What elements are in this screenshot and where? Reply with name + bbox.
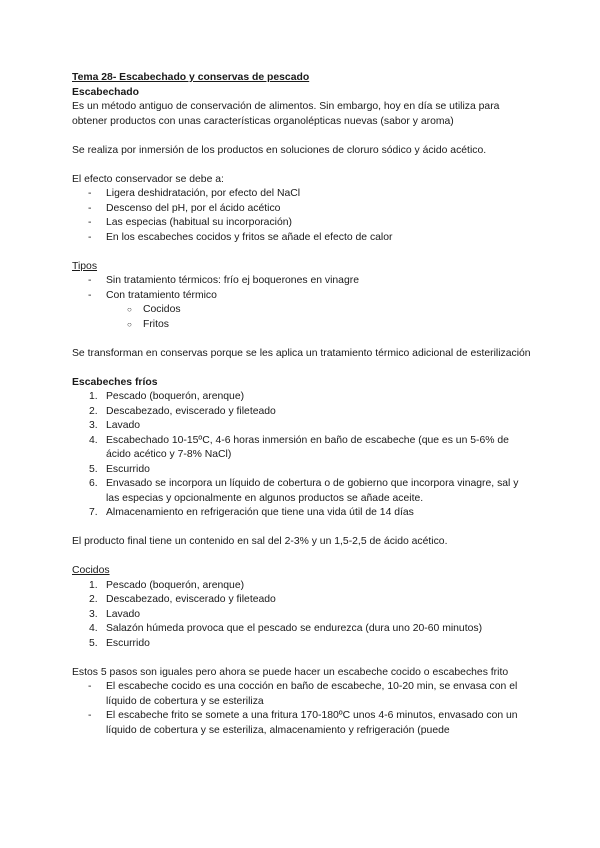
step-item: 2. Descabezado, eviscerado y fileteado — [89, 405, 276, 417]
sublist-item: ○ Fritos — [72, 318, 532, 333]
step-item: 5. Escurrido — [89, 463, 150, 475]
paragraph-conservas: Se transforman en conservas porque se les aplica un tratamiento térmico adicional de esterilización — [72, 347, 531, 359]
sublist-item: ○ Cocidos — [72, 303, 532, 318]
list-item: - El escabeche frito se somete a una fritura 170-180ºC unos 4-6 minutos, envasado con un líquido de cobertura y se esteriliza, almacenamiento y refrigeración (puede — [72, 709, 532, 738]
tipos-sublist — [72, 303, 532, 332]
step-item: 6. Envasado se incorpora un líquido de cobertura o de gobierno que incorpora vinagre, sal y las especias y opcionalmente en algunos productos se añade aceite. — [89, 478, 519, 504]
section-heading-cocidos: Cocidos — [72, 565, 110, 576]
list-item: - Con tratamiento térmico — [72, 289, 532, 304]
paragraph-cinco-pasos: Estos 5 pasos son iguales pero ahora se puede hacer un escabeche cocido o escabeches frito — [72, 666, 509, 678]
paragraph-producto-final: El producto final tiene un contenido en sal del 2-3% y un 1,5-2,5 de ácido acético. — [72, 536, 448, 547]
list-item: - Sin tratamiento térmicos: frío ej boquerones en vinagre — [72, 274, 532, 289]
cocidos-list — [72, 680, 532, 738]
list-item: - El escabeche cocido es una cocción en baño de escabeche, 10-20 min, se envasa con el líquido de cobertura y se esteriliza — [72, 680, 532, 709]
frios-steps — [72, 390, 532, 521]
step-item: 7. Almacenamiento en refrigeración que tiene una vida útil de 14 días — [89, 507, 414, 518]
document-body — [72, 71, 532, 738]
section-heading-frios: Escabeches fríos — [72, 376, 158, 388]
document-title: Tema 28- Escabechado y conservas de pescado — [72, 72, 310, 83]
paragraph-inmersion: Se realiza por inmersión de los productos en soluciones de cloruro sódico y ácido acético. — [72, 144, 487, 156]
list-item: - Las especias (habitual su incorporación) — [72, 216, 532, 231]
paragraph-efecto: El efecto conservador se debe a: — [72, 173, 224, 185]
step-item: 3. Lavado — [89, 608, 141, 620]
cocidos-steps — [72, 579, 532, 652]
step-item: 4. Escabechado 10-15ºC, 4-6 horas inmersión en baño de escabeche (que es un 5-6% de ácido acético y 7-8% NaCl) — [89, 434, 509, 460]
efecto-list — [72, 187, 532, 245]
step-item: 1. Pescado (boquerón, arenque) — [89, 391, 245, 402]
step-item: 3. Lavado — [89, 420, 141, 431]
list-item: - Ligera deshidratación, por efecto del NaCl — [72, 187, 532, 202]
section-heading-tipos: Tipos — [72, 260, 98, 272]
list-item: - Descenso del pH, por el ácido acético — [72, 202, 532, 217]
paragraph-intro: Es un método antiguo de conservación de alimentos. Sin embargo, hoy en día se utiliza para obtener productos con unas características organolépticas nuevas (sabor y aroma) — [72, 101, 500, 127]
step-item: 2. Descabezado, eviscerado y fileteado — [89, 594, 276, 605]
tipos-list — [72, 274, 532, 303]
step-item: 1. Pescado (boquerón, arenque) — [89, 579, 245, 591]
step-item: 5. Escurrido — [89, 637, 150, 649]
step-item: 4. Salazón húmeda provoca que el pescado se endurezca (dura uno 20-60 minutos) — [89, 623, 483, 634]
section-heading-escabechado: Escabechado — [72, 86, 139, 98]
list-item: - En los escabeches cocidos y fritos se añade el efecto de calor — [72, 231, 532, 246]
